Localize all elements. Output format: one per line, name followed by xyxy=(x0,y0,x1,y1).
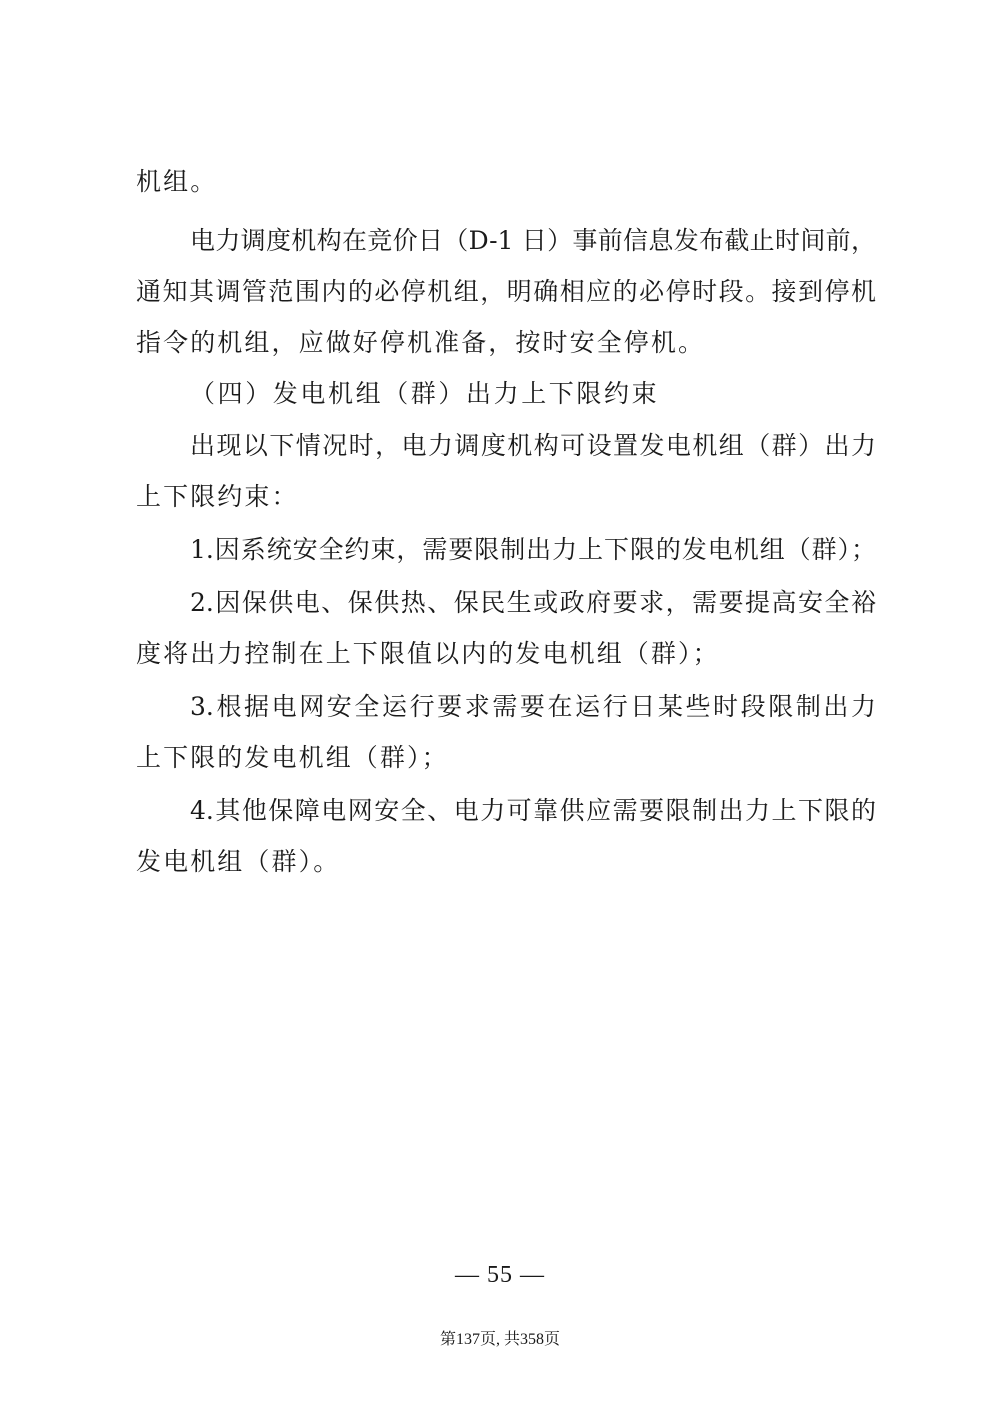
paragraph-line: 机组。 xyxy=(136,167,218,196)
list-item-line: 2.因保供电、保供热、保民生或政府要求，需要提高安全裕 xyxy=(190,588,876,617)
page-number: — 55 — xyxy=(455,1262,545,1288)
page-count: 第137页, 共358页 xyxy=(439,1331,560,1348)
section-heading: （四）发电机组（群）出力上下限约束 xyxy=(190,379,660,408)
list-item-line: 度将出力控制在上下限值以内的发电机组（群）； xyxy=(136,639,720,668)
paragraph-line: 电力调度机构在竞价日（D-1 日）事前信息发布截止时间前， xyxy=(190,226,876,255)
paragraph-line: 出现以下情况时，电力调度机构可设置发电机组（群）出力 xyxy=(190,431,876,460)
paragraph-line: 上下限约束： xyxy=(136,482,299,511)
list-item-line: 4.其他保障电网安全、电力可靠供应需要限制出力上下限的 xyxy=(190,796,876,825)
paragraph-line: 通知其调管范围内的必停机组，明确相应的必停时段。接到停机 xyxy=(136,277,876,306)
list-item-line: 3.根据电网安全运行要求需要在运行日某些时段限制出力 xyxy=(190,692,876,721)
list-item-line: 发电机组（群）。 xyxy=(136,847,341,876)
paragraph-line: 指令的机组，应做好停机准备，按时安全停机。 xyxy=(136,328,706,357)
list-item-line: 1.因系统安全约束，需要限制出力上下限的发电机组（群）； xyxy=(190,535,876,564)
list-item-line: 上下限的发电机组（群）； xyxy=(136,743,449,772)
